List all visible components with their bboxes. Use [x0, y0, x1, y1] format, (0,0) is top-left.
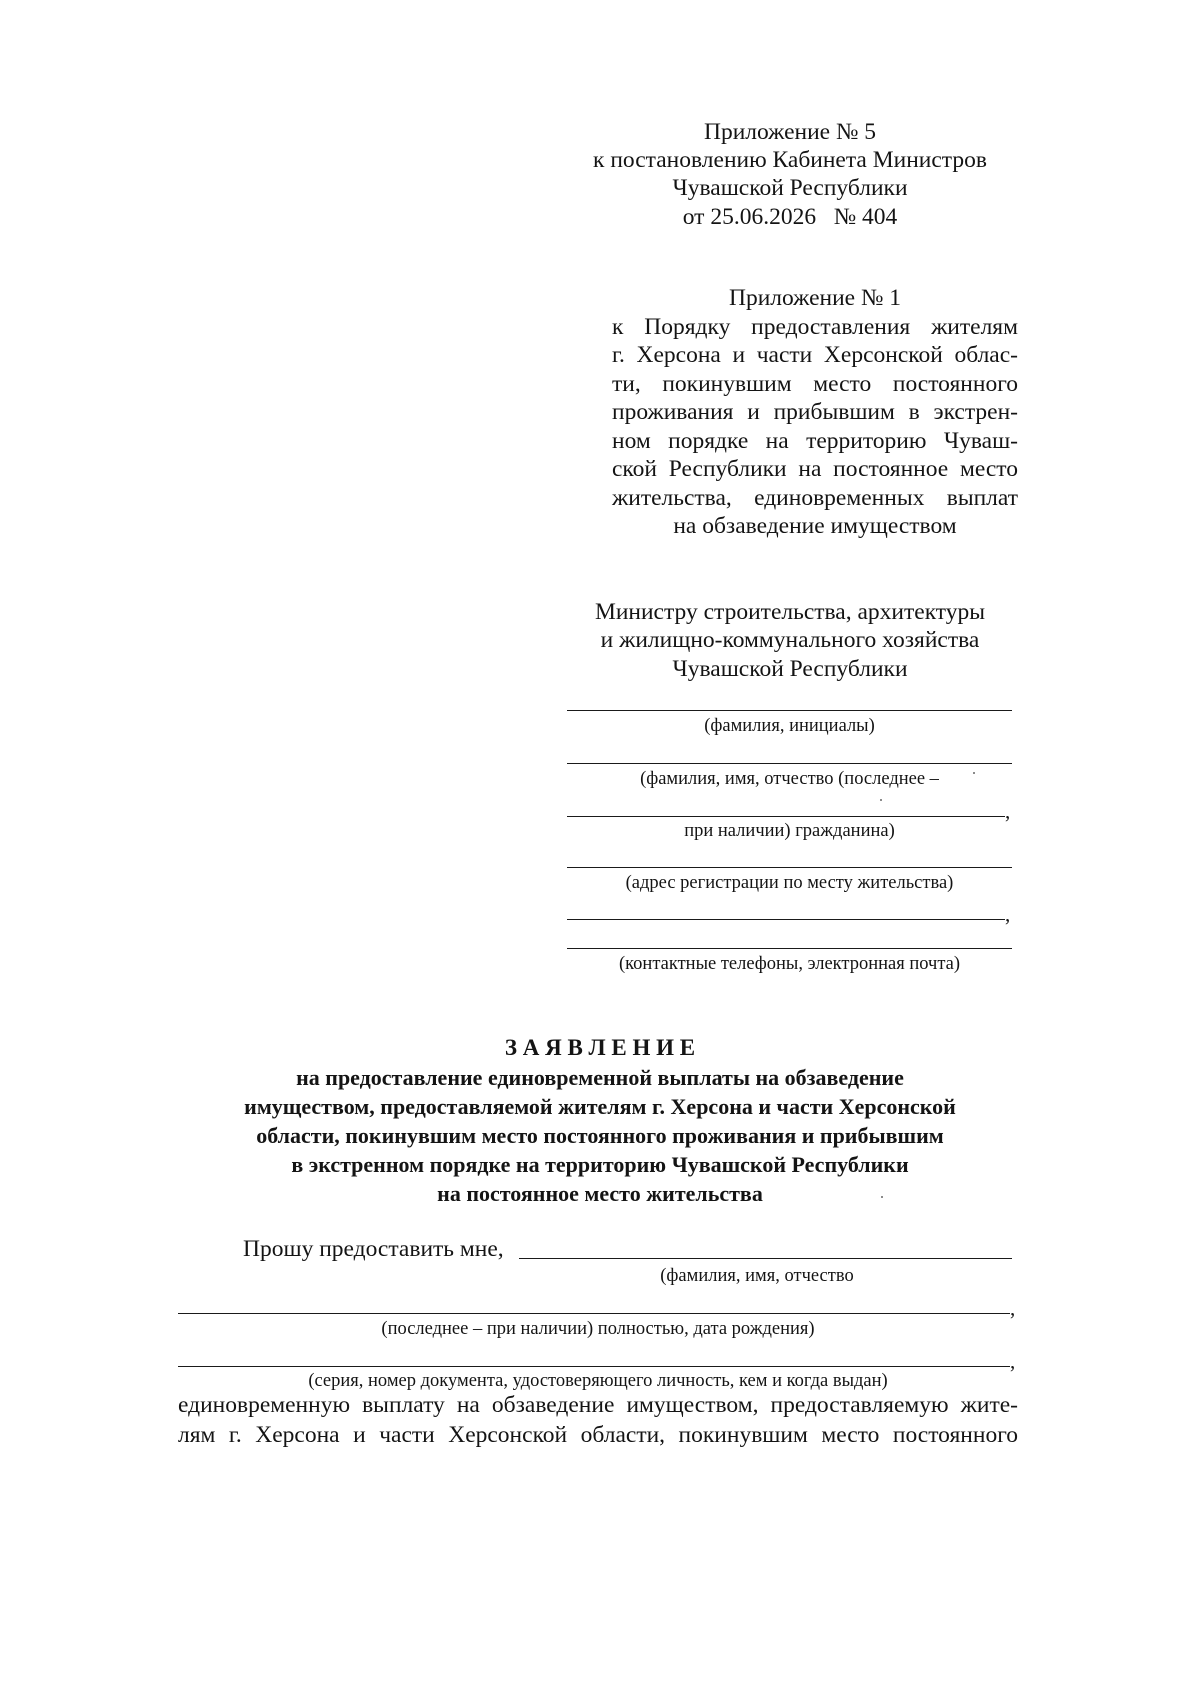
appendix1-line-7: жительства, единовременных выплат [612, 485, 1018, 511]
body-paragraph-line-2: лям г. Херсона и части Херсонской области, покинувшим место постоянного [178, 1422, 1018, 1448]
statement-subtitle-4: в экстренном порядке на территорию Чувашской Республики [291, 1152, 909, 1177]
request-label: Прошу предоставить мне, [243, 1236, 504, 1262]
caption-address: (адрес регистрации по месту жительства) [625, 873, 954, 893]
caption-initials: (фамилия, инициалы) [704, 716, 875, 736]
fio-underline-1[interactable] [567, 763, 1012, 764]
contacts-underline[interactable] [567, 948, 1012, 949]
appendix5-decree-line: к постановлению Кабинета Министров [593, 147, 987, 173]
scan-speck [880, 799, 882, 801]
addressee-line-1: Министру строительства, архитектуры [594, 599, 986, 625]
statement-subtitle-3: области, покинувшим место постоянного проживания и прибывшим [256, 1123, 944, 1148]
document-underline[interactable] [178, 1366, 1010, 1367]
address-comma: , [1005, 902, 1011, 926]
caption-fio-full: (последнее – при наличии) полностью, дата рождения) [381, 1319, 815, 1339]
statement-title: З А Я В Л Е Н И Е [504, 1035, 696, 1060]
appendix1-line-8: на обзаведение имуществом [673, 513, 957, 539]
address-underline-2[interactable] [567, 919, 1005, 920]
fio-comma: , [1005, 799, 1011, 823]
fio-underline-2[interactable] [567, 816, 1005, 817]
caption-fio-1: (фамилия, имя, отчество (последнее – [640, 769, 939, 789]
statement-subtitle-5: на постоянное место жительства [437, 1181, 763, 1206]
appendix1-line-3: ти, покинувшим место постоянного [612, 371, 1018, 397]
caption-document: (серия, номер документа, удостоверяющего личность, кем и когда выдан) [308, 1371, 888, 1391]
scan-speck [973, 772, 975, 774]
decree-date: от 25.06.2026 [682, 204, 817, 230]
appendix1-line-2: г. Херсона и части Херсонской облас- [612, 342, 1018, 368]
appendix1-line-4: проживания и прибывшим в экстрен- [612, 399, 1018, 425]
request-fio-full-underline[interactable] [178, 1313, 1010, 1314]
document-comma: , [1010, 1349, 1016, 1373]
appendix5-title: Приложение № 5 [703, 119, 877, 145]
body-paragraph-line-1: единовременную выплату на обзаведение имуществом, предоставляемую жите- [178, 1392, 1018, 1418]
scan-speck [881, 1196, 883, 1198]
appendix5-republic-line: Чувашской Республики [672, 175, 908, 201]
addressee-line-2: и жилищно-коммунального хозяйства [600, 627, 980, 653]
appendix1-title: Приложение № 1 [728, 285, 902, 311]
caption-fio-2: при наличии) гражданина) [684, 821, 895, 841]
appendix5-date-line [560, 202, 1020, 232]
decree-number: № 404 [833, 204, 898, 230]
statement-subtitle-2: имуществом, предоставляемой жителям г. Херсона и части Херсонской [244, 1094, 956, 1119]
caption-contacts: (контактные телефоны, электронная почта) [618, 954, 961, 974]
address-underline-1[interactable] [567, 867, 1012, 868]
caption-request-fio: (фамилия, имя, отчество [660, 1266, 854, 1286]
appendix1-line-5: ном порядке на территорию Чуваш- [612, 428, 1018, 454]
initials-underline[interactable] [567, 710, 1012, 711]
request-fio-underline[interactable] [519, 1258, 1012, 1259]
request-fio-comma: , [1010, 1296, 1016, 1320]
statement-subtitle-1: на предоставление единовременной выплаты на обзаведение [296, 1065, 904, 1090]
appendix1-line-1: к Порядку предоставления жителям [612, 314, 1018, 340]
appendix1-line-6: ской Республики на постоянное место [612, 456, 1018, 482]
addressee-line-3: Чувашской Республики [672, 656, 908, 682]
